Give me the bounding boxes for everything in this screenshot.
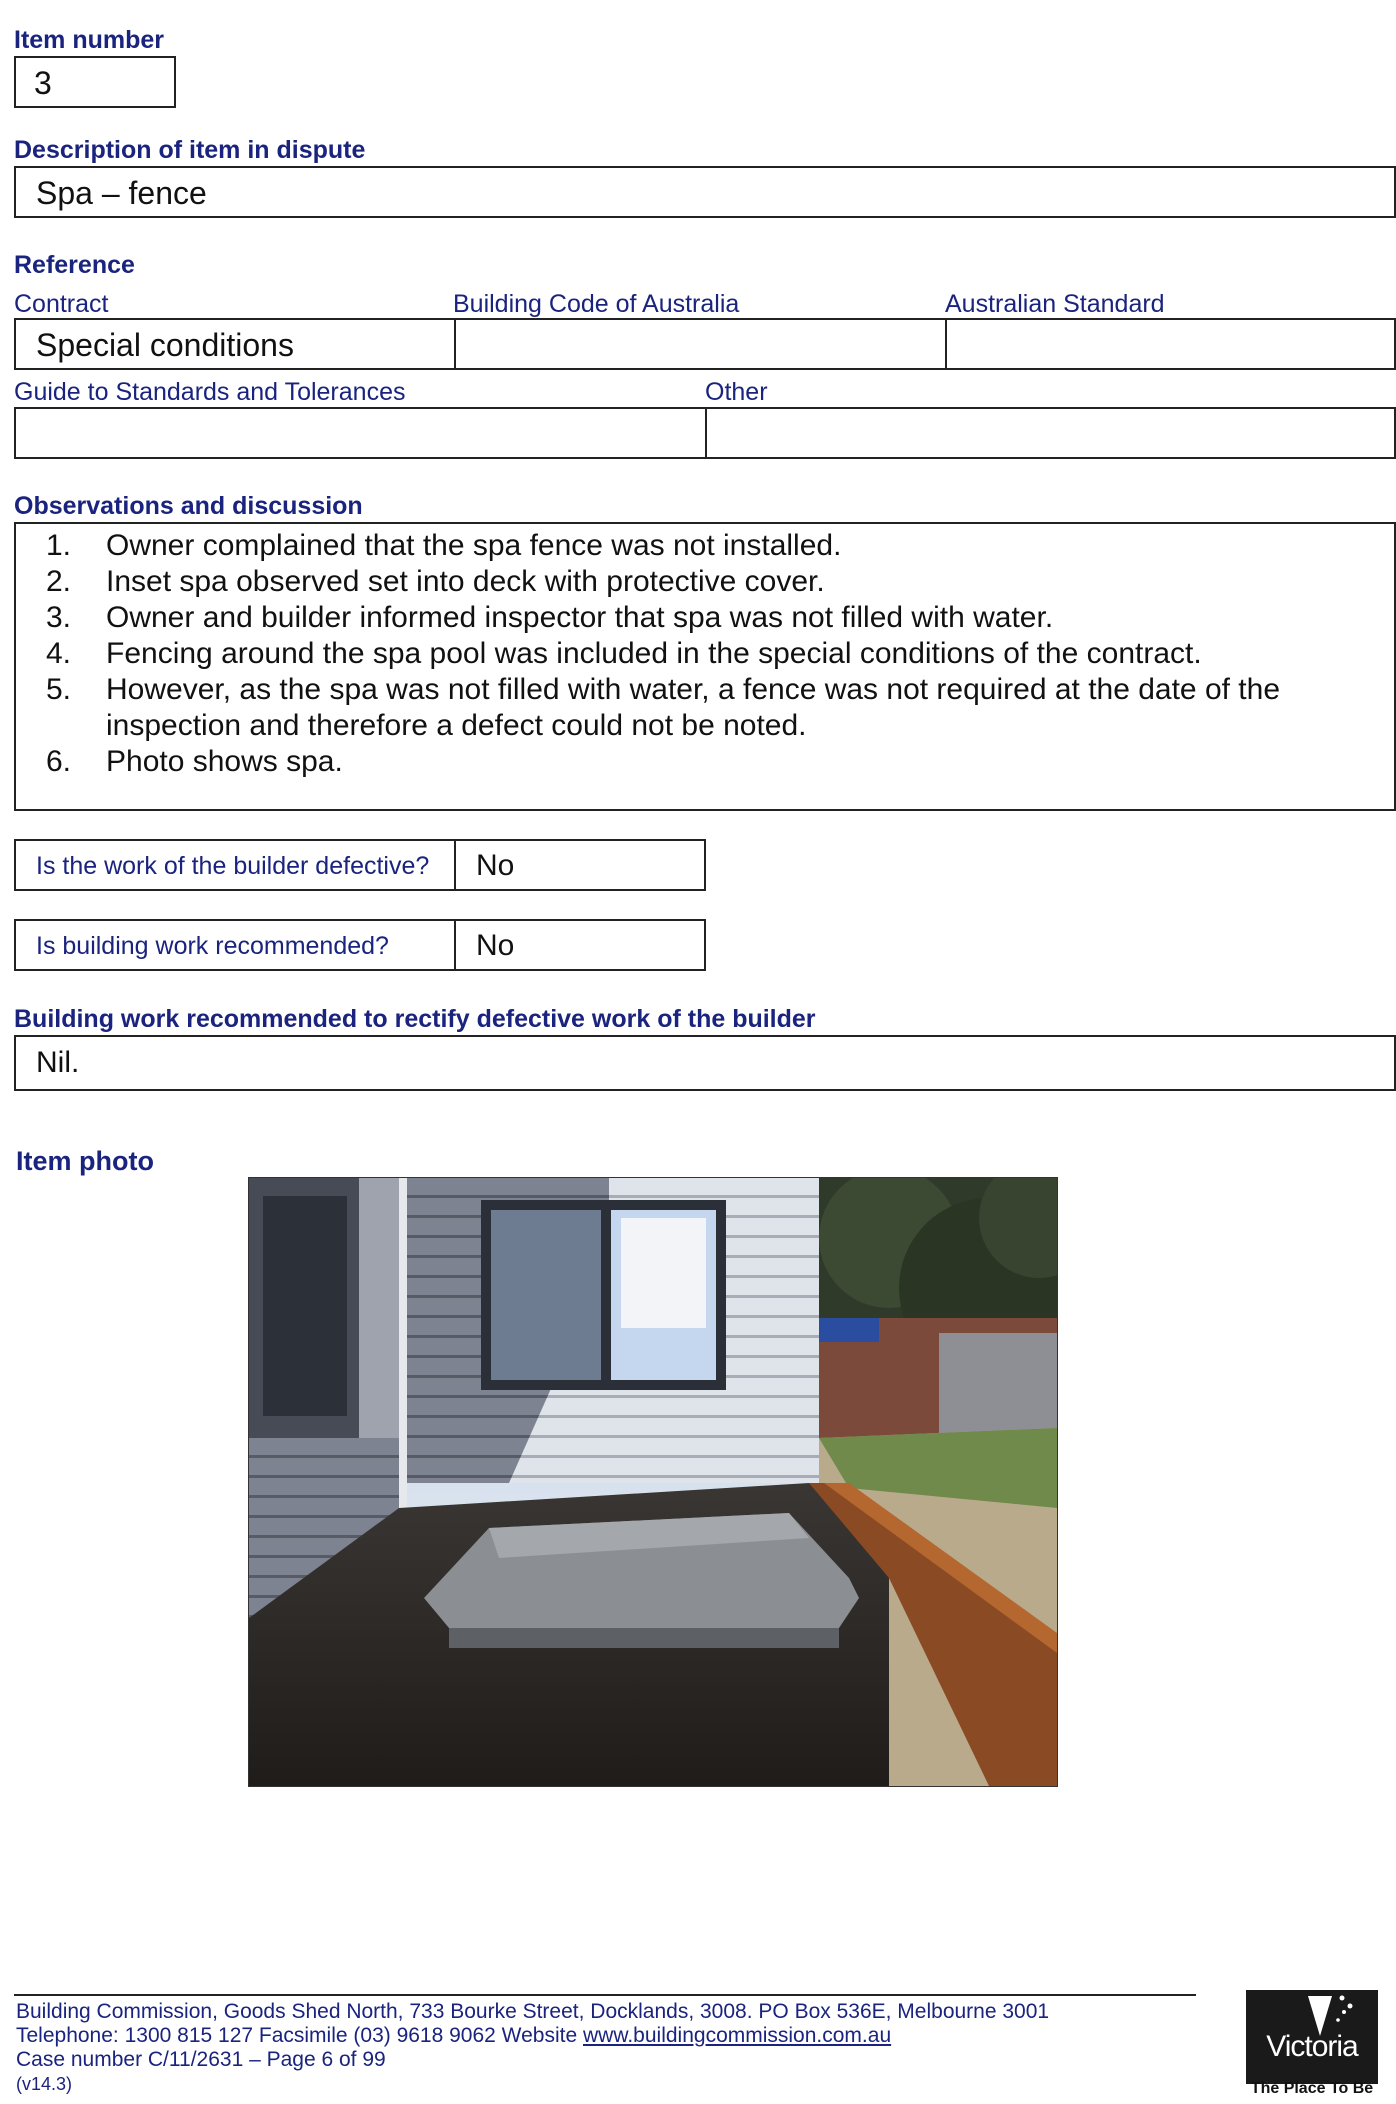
list-item	[46, 672, 1346, 744]
defective-question-cell	[14, 839, 456, 891]
description-label: Description of item in dispute	[14, 136, 366, 164]
list-item	[46, 564, 1346, 600]
item-number-label: Item number	[14, 26, 165, 54]
list-item	[46, 744, 1346, 780]
description-field	[14, 166, 1396, 218]
guide-field	[14, 407, 707, 459]
australian-standard-label: Australian Standard	[945, 290, 1165, 318]
bca-label: Building Code of Australia	[453, 290, 740, 318]
contract-label: Contract	[14, 290, 109, 318]
list-item-text: Owner and builder informed inspector that spa was not filled with water.	[106, 601, 1054, 634]
list-item-text: Fencing around the spa pool was included in the special conditions of the contract.	[106, 637, 1202, 670]
list-item-number: 3.	[46, 601, 72, 634]
item-number-field	[14, 56, 176, 108]
victoria-logo-tagline: The Place To Be	[1250, 2080, 1374, 2097]
item-number-value: 3	[34, 65, 52, 101]
guide-label: Guide to Standards and Tolerances	[14, 378, 406, 406]
contract-value: Special conditions	[36, 327, 294, 363]
observations-field	[14, 522, 1396, 811]
list-item-text: Inset spa observed set into deck with protective cover.	[106, 565, 825, 598]
victoria-logo-name: Victoria	[1266, 2030, 1358, 2063]
spa-deck-photo-image	[249, 1178, 1057, 1786]
rectify-value: Nil.	[36, 1046, 80, 1079]
recommended-question-cell	[14, 919, 456, 971]
footer-case-number: Case number C/11/2631 – Page 6 of 99	[16, 2048, 386, 2071]
list-item-number: 6.	[46, 745, 72, 778]
reference-label: Reference	[14, 251, 135, 279]
footer-version: (v14.3)	[16, 2074, 73, 2094]
recommended-answer-cell	[454, 919, 706, 971]
defective-answer: No	[476, 849, 515, 882]
bca-field	[454, 318, 947, 370]
list-item	[46, 600, 1346, 636]
rectify-label: Building work recommended to rectify defective work of the builder	[14, 1005, 816, 1033]
list-item-text: However, as the spa was not filled with water, a fence was not required at the date of the inspection and therefore a defect could not be noted.	[106, 673, 1281, 742]
description-value: Spa – fence	[36, 175, 207, 211]
list-item-number: 2.	[46, 565, 72, 598]
other-label: Other	[705, 378, 768, 406]
footer-contact	[16, 2024, 891, 2048]
list-item-number: 4.	[46, 637, 72, 670]
list-item-text: Owner complained that the spa fence was not installed.	[106, 529, 842, 562]
footer-address: Building Commission, Goods Shed North, 733 Bourke Street, Docklands, 3008. PO Box 536E, Melbourne 3001	[16, 2000, 1050, 2023]
list-item	[46, 636, 1346, 672]
item-photo	[248, 1177, 1058, 1787]
rectify-field	[14, 1035, 1396, 1091]
recommended-answer: No	[476, 929, 515, 962]
observations-list	[46, 528, 1346, 780]
contract-field	[14, 318, 456, 370]
list-item-text: Photo shows spa.	[106, 745, 343, 778]
list-item-number: 1.	[46, 529, 72, 562]
footer-divider	[14, 1994, 1196, 1996]
australian-standard-field	[945, 318, 1396, 370]
defective-question: Is the work of the builder defective?	[36, 852, 430, 880]
list-item-number: 5.	[46, 673, 72, 706]
website-link[interactable]: www.buildingcommission.com.au	[583, 2024, 892, 2047]
list-item	[46, 528, 1346, 564]
defective-answer-cell	[454, 839, 706, 891]
victoria-logo	[1246, 1990, 1378, 2084]
footer-contact-text: Telephone: 1300 815 127 Facsimile (03) 9618 9062 Website	[16, 2024, 583, 2047]
item-photo-label: Item photo	[16, 1146, 154, 1176]
observations-label: Observations and discussion	[14, 492, 363, 520]
recommended-question: Is building work recommended?	[36, 932, 389, 960]
other-field	[705, 407, 1396, 459]
